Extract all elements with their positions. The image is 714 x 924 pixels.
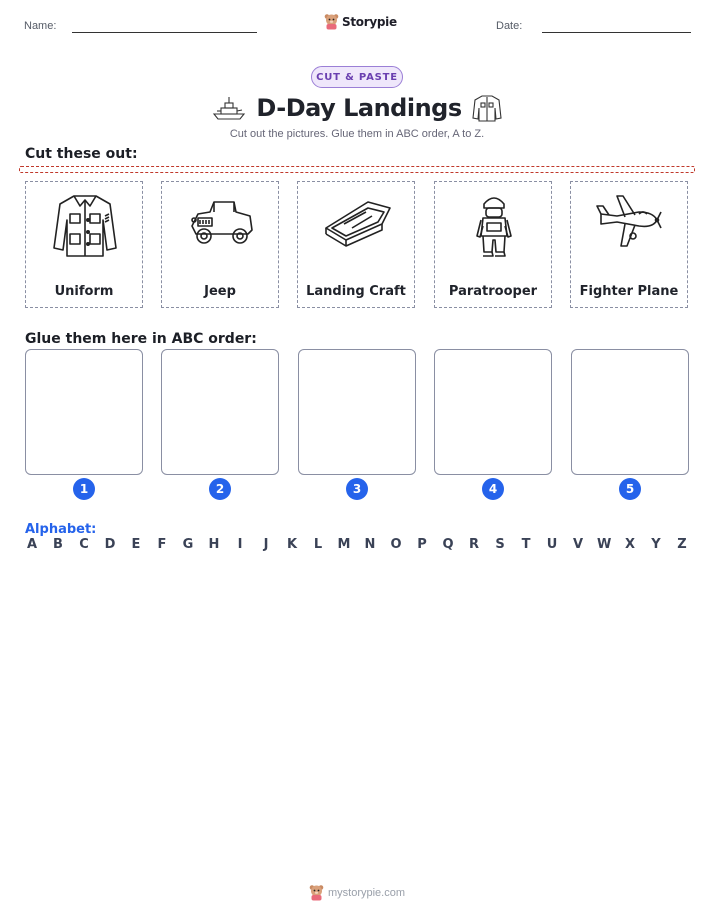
alphabet-letter: A — [26, 537, 38, 552]
alphabet-letter: X — [624, 537, 636, 552]
bear-mascot-icon — [324, 13, 339, 30]
name-field-line[interactable] — [72, 32, 257, 33]
alphabet-letter: Y — [651, 537, 661, 552]
glue-box-5[interactable] — [571, 349, 689, 475]
order-number-1: 1 — [73, 478, 95, 500]
alphabet-letter: R — [468, 537, 479, 552]
alphabet-row — [25, 537, 689, 555]
brand-name: Storypie — [342, 14, 397, 29]
glue-section-heading: Glue them here in ABC order: — [25, 331, 257, 347]
order-number-3: 3 — [346, 478, 368, 500]
cut-card-landing-craft[interactable] — [297, 181, 415, 308]
alphabet-letter: O — [390, 537, 402, 552]
card-label: Fighter Plane — [579, 284, 679, 299]
cut-card-uniform[interactable] — [25, 181, 143, 308]
footer — [0, 884, 714, 901]
card-label: Landing Craft — [306, 284, 406, 299]
alphabet-letter: U — [546, 537, 558, 552]
date-field-line[interactable] — [542, 32, 691, 33]
name-label: Name: — [24, 20, 57, 32]
alphabet-letter: V — [572, 537, 584, 552]
fighter-plane-icon — [595, 190, 665, 260]
alphabet-letter: W — [597, 537, 612, 552]
uniform-jacket-icon — [50, 190, 120, 260]
landing-craft-icon — [322, 190, 392, 260]
alphabet-letter: P — [417, 537, 427, 552]
bear-mascot-icon — [309, 884, 324, 901]
alphabet-letter: Q — [442, 537, 454, 552]
alphabet-letter: H — [208, 537, 220, 552]
jeep-icon — [186, 190, 256, 260]
alphabet-letter: C — [79, 537, 89, 552]
glue-box-2[interactable] — [161, 349, 279, 475]
card-label: Uniform — [54, 284, 114, 299]
card-label: Paratrooper — [448, 284, 538, 299]
alphabet-letter: E — [131, 537, 141, 552]
alphabet-letter: L — [313, 537, 323, 552]
alphabet-letter: N — [364, 537, 376, 552]
cut-card-fighter-plane[interactable] — [570, 181, 688, 308]
alphabet-letter: G — [182, 537, 194, 552]
battleship-icon — [212, 94, 246, 122]
order-number-5: 5 — [619, 478, 641, 500]
order-number-4: 4 — [482, 478, 504, 500]
alphabet-letter: F — [157, 537, 167, 552]
activity-tag: CUT & PASTE — [311, 66, 403, 88]
instructions: Cut out the pictures. Glue them in ABC order, A to Z. — [229, 128, 485, 140]
alphabet-letter: D — [104, 537, 116, 552]
alphabet-letter: B — [53, 537, 63, 552]
paratrooper-icon — [459, 190, 529, 260]
alphabet-letter: T — [521, 537, 531, 552]
soldier-jacket-icon — [472, 94, 502, 122]
card-label: Jeep — [204, 284, 236, 299]
alphabet-letter: S — [495, 537, 505, 552]
title-row — [0, 92, 714, 124]
cut-card-paratrooper[interactable] — [434, 181, 552, 308]
alphabet-letter: Z — [677, 537, 687, 552]
alphabet-letter: J — [263, 537, 269, 552]
brand-logo — [324, 13, 397, 30]
alphabet-letter: K — [286, 537, 298, 552]
glue-box-4[interactable] — [434, 349, 552, 475]
date-label: Date: — [496, 20, 523, 32]
glue-box-3[interactable] — [298, 349, 416, 475]
footer-url[interactable]: mystorypie.com — [327, 886, 406, 899]
alphabet-letter: M — [337, 537, 351, 552]
alphabet-letter: I — [237, 537, 243, 552]
cut-guide-line — [19, 166, 695, 173]
cut-card-jeep[interactable] — [161, 181, 279, 308]
page-title: D-Day Landings — [256, 94, 462, 122]
cut-section-heading: Cut these out: — [25, 146, 138, 162]
order-number-2: 2 — [209, 478, 231, 500]
alphabet-heading: Alphabet: — [25, 522, 97, 537]
glue-box-1[interactable] — [25, 349, 143, 475]
